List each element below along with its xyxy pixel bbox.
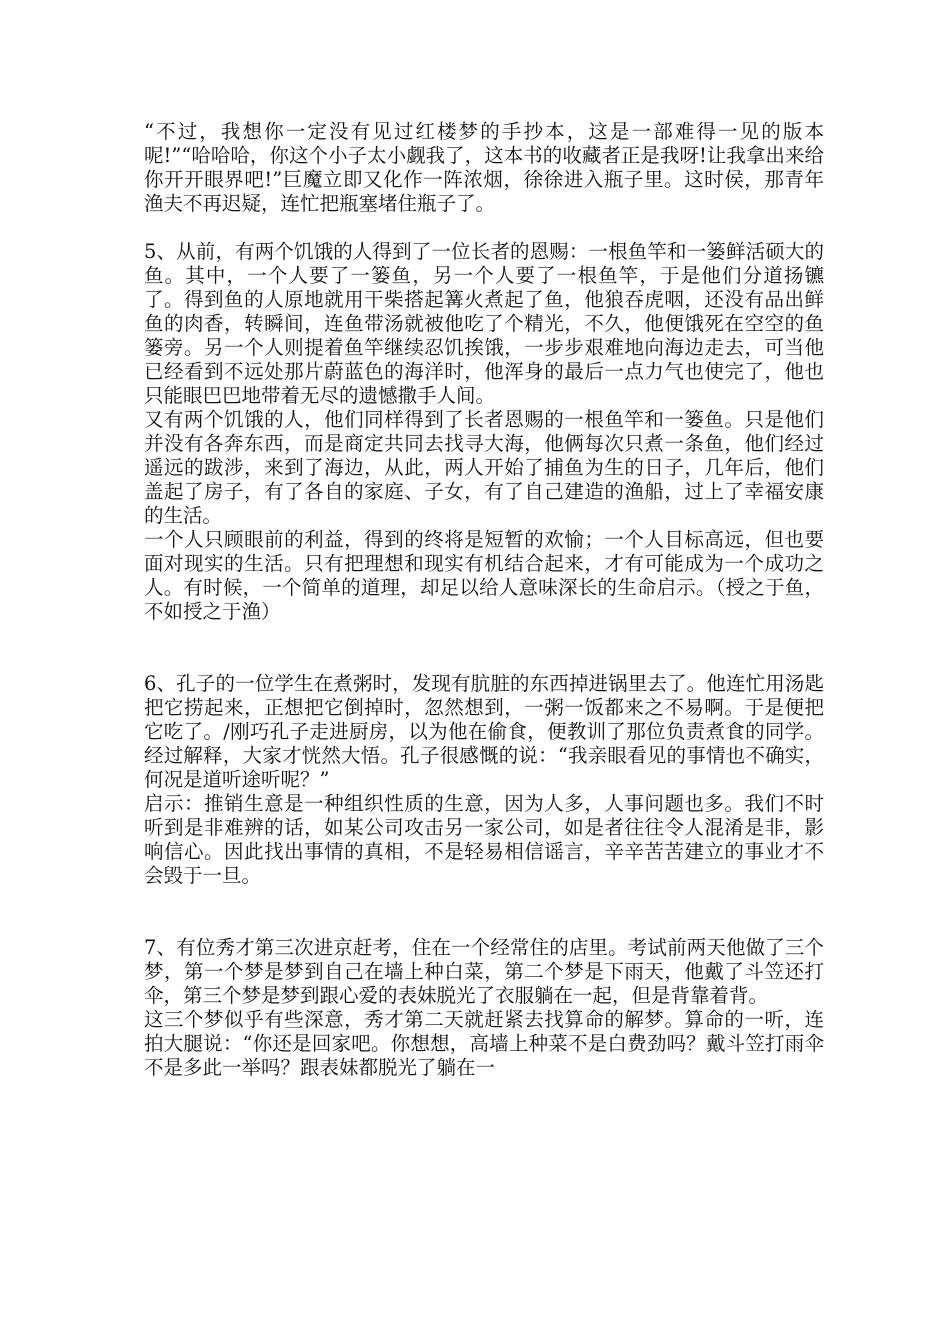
paragraph-story-6: 6、孔子的一位学生在煮粥时，发现有肮脏的东西掉进锅里去了。他连忙用汤匙把它捞起来，正想把它倒掉时，忽然想到，一粥一饭都来之不易啊。于是便把它吃了。/刚巧孔子走进厨房，以为他在偷食，便教训了那位负责煮食的同学。经过解释，大家才恍然大悟。孔子很感慨的说：“我亲眼看见的事情也不确实，何况是道听途听呢？” [144,672,824,791]
paragraph-story-5-part-1: 5、从前，有两个饥饿的人得到了一位长者的恩赐：一根鱼竿和一篓鲜活硕大的鱼。其中，一个人要了一篓鱼，另一个人要了一根鱼竿，于是他们分道扬镳了。得到鱼的人原地就用干柴搭起篝火煮起了鱼，他狼吞虎咽，还没有品出鲜鱼的肉香，转瞬间，连鱼带汤就被他吃了个精光，不久，他便饿死在空空的鱼篓旁。另一个人则提着鱼竿继续忍饥挨饿，一步步艰难地向海边走去，可当他已经看到不远处那片蔚蓝色的海洋时，他浑身的最后一点力气也使完了，他也只能眼巴巴地带着无尽的遗憾撒手人间。 [144,240,824,407]
document-body [144,120,824,1080]
paragraph-story-7-part-1: 7、有位秀才第三次进京赶考，住在一个经常住的店里。考试前两天他做了三个梦，第一个梦是梦到自己在墙上种白菜，第二个梦是下雨天，他戴了斗笠还打伞，第三个梦是梦到跟心爱的表妹脱光了衣服躺在一起，但是背靠着背。 [144,936,824,1007]
paragraph-spacer [144,624,824,672]
paragraph-story-7-part-2: 这三个梦似乎有些深意，秀才第二天就赶紧去找算命的解梦。算命的一听，连拍大腿说：“你还是回家吧。你想想，高墙上种菜不是白费劲吗？戴斗笠打雨伞不是多此一举吗？跟表妹都脱光了躺在一 [144,1008,824,1079]
paragraph-story-6-moral: 启示：推销生意是一种组织性质的生意，因为人多，人事问题也多。我们不时听到是非难辨的话，如某公司攻击另一家公司，如是者往往令人混淆是非，影响信心。因此找出事情的真相，不是轻易相信谣言，辛辛苦苦建立的事业才不会毁于一旦。 [144,792,824,887]
paragraph-spacer [144,888,824,936]
paragraph-bottle-story-ending: “不过，我想你一定没有见过红楼梦的手抄本，这是一部难得一见的版本呢!”“哈哈哈，你这个小子太小觑我了，这本书的收藏者正是我呀!让我拿出来给你开开眼界吧!”巨魔立即又化作一阵浓烟，徐徐进入瓶子里。这时侯，那青年渔夫不再迟疑，连忙把瓶塞堵住瓶子了。 [144,120,824,215]
paragraph-story-5-moral: 一个人只顾眼前的利益，得到的终将是短暂的欢愉；一个人目标高远，但也要面对现实的生活。只有把理想和现实有机结合起来，才有可能成为一个成功之人。有时候，一个简单的道理，却足以给人意味深长的生命启示。（授之于鱼，不如授之于渔） [144,528,824,623]
paragraph-story-5-part-2: 又有两个饥饿的人，他们同样得到了长者恩赐的一根鱼竿和一篓鱼。只是他们并没有各奔东西，而是商定共同去找寻大海，他俩每次只煮一条鱼，他们经过遥远的跋涉，来到了海边，从此，两人开始了捕鱼为生的日子，几年后，他们盖起了房子，有了各自的家庭、子女，有了自己建造的渔船，过上了幸福安康的生活。 [144,408,824,527]
paragraph-spacer [144,216,824,240]
